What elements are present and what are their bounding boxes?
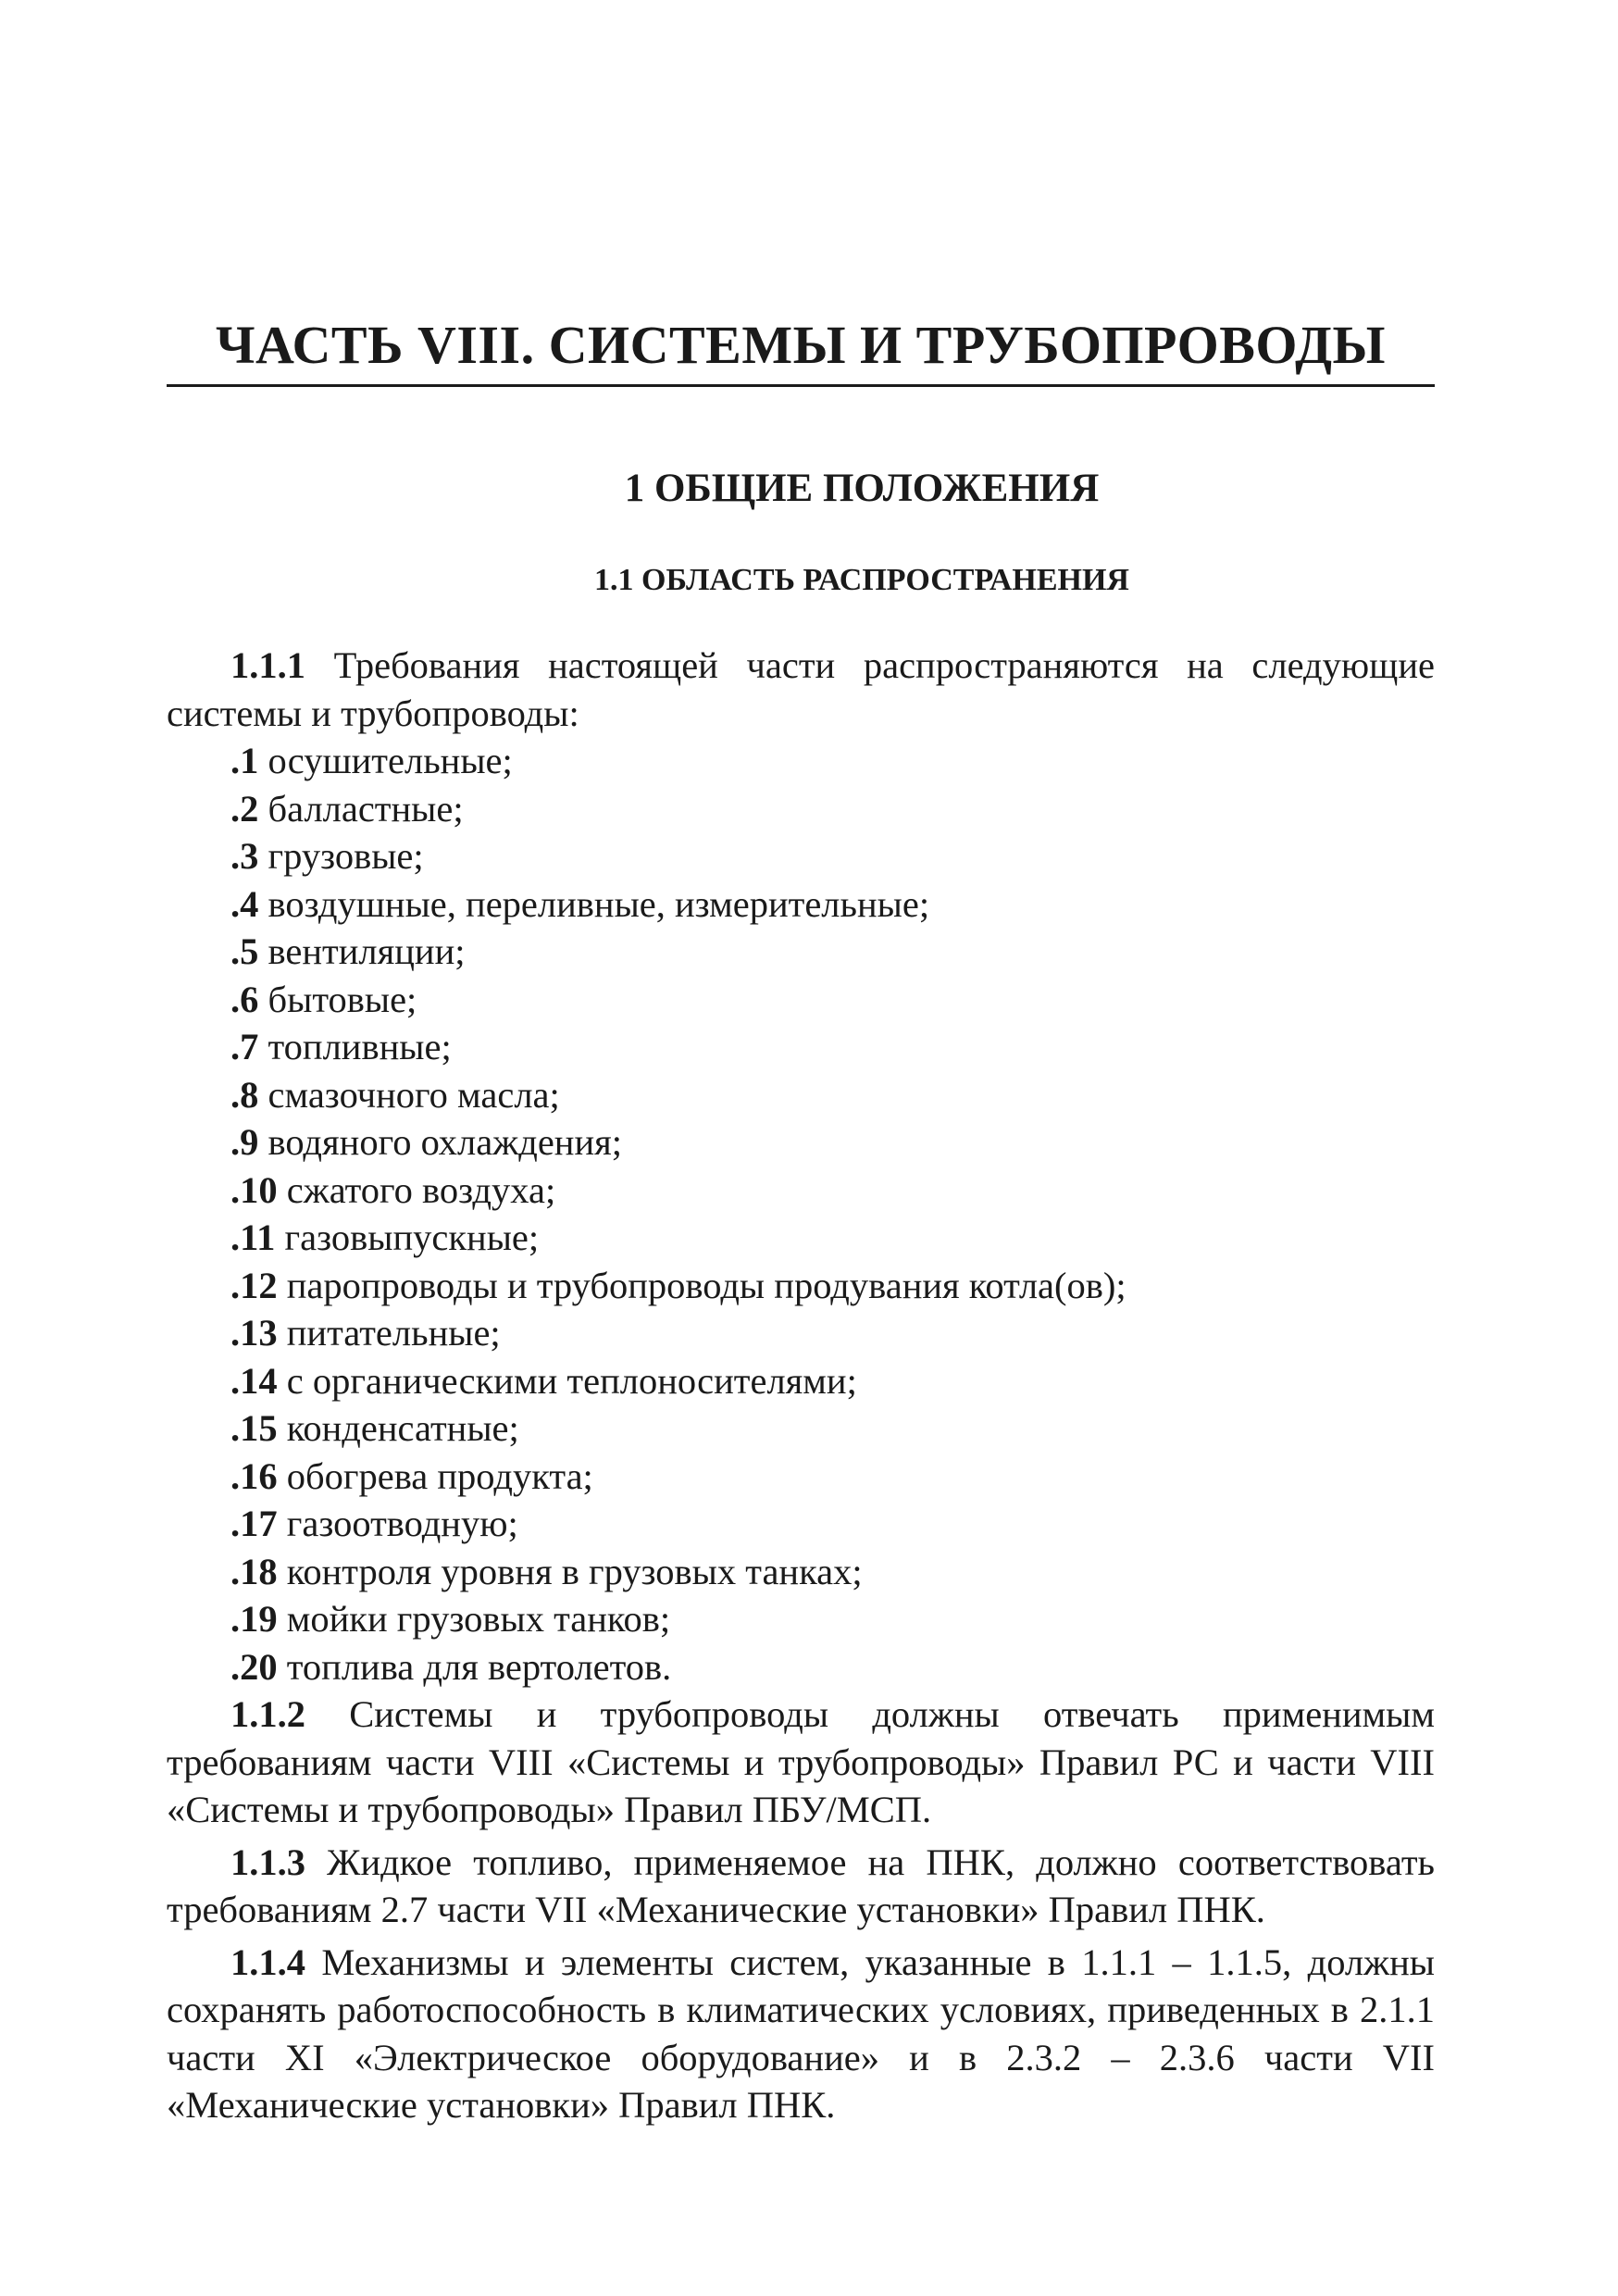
list-item-number: .1 xyxy=(230,740,259,782)
list-item-text: топлива для вертолетов. xyxy=(277,1645,672,1688)
list-item-text: смазочного масла; xyxy=(258,1073,560,1116)
list-item-number: .3 xyxy=(230,835,259,878)
list-item xyxy=(167,1404,1435,1453)
list-item-text: мойки грузовых танков; xyxy=(277,1598,671,1641)
paragraph-text: Жидкое топливо, применяемое на ПНК, должно соответствовать требованиям 2.7 части VII «Механические установки» Правил ПНК. xyxy=(167,1841,1435,1931)
list-item xyxy=(167,1071,1435,1119)
list-item-number: .14 xyxy=(230,1359,278,1402)
list-item-number: .6 xyxy=(230,978,259,1020)
list-item-text: водяного охлаждения; xyxy=(258,1121,623,1164)
list-item-number: .15 xyxy=(230,1407,278,1450)
list-item-number: .2 xyxy=(230,787,259,830)
list-item-number: .4 xyxy=(230,882,259,925)
paragraph-text: Механизмы и элементы систем, указанные в 1.1.1 – 1.1.5, должны сохранять работоспособность в климатических условиях, приведенных в 2.1.1 части XI «Электрическое оборудование» и в 2.3.2 – 2.3.6 части VII «Механические установки» Правил ПНК. xyxy=(167,1940,1435,2127)
list-item-text: сжатого воздуха; xyxy=(277,1168,556,1211)
list-item xyxy=(167,737,1435,785)
list-item-text: контроля уровня в грузовых танках; xyxy=(277,1550,863,1592)
systems-list xyxy=(167,737,1435,1691)
paragraph-text: Требования настоящей части распространяются на следующие системы и трубопроводы: xyxy=(167,644,1435,734)
list-item xyxy=(167,1023,1435,1071)
list-item-text: паропроводы и трубопроводы продувания котла(ов); xyxy=(277,1264,1126,1306)
paragraph-1-1-2 xyxy=(167,1691,1435,1834)
paragraph-1-1-1 xyxy=(167,642,1435,737)
list-item-number: .17 xyxy=(230,1503,278,1545)
list-item-number: .16 xyxy=(230,1454,278,1497)
list-item xyxy=(167,1453,1435,1501)
document-page xyxy=(167,315,1435,2129)
list-item-number: .8 xyxy=(230,1073,259,1116)
list-item-number: .12 xyxy=(230,1264,278,1306)
paragraph-number: 1.1.2 xyxy=(230,1693,305,1736)
list-item-text: обогрева продукта; xyxy=(277,1454,593,1497)
list-item-text: осушительные; xyxy=(258,740,513,782)
list-item xyxy=(167,1167,1435,1215)
section-title: 1 ОБЩИЕ ПОЛОЖЕНИЯ xyxy=(624,466,1100,510)
list-item xyxy=(167,928,1435,976)
list-item xyxy=(167,1214,1435,1262)
paragraph-number: 1.1.3 xyxy=(230,1841,305,1883)
list-item-text: топливные; xyxy=(258,1026,452,1068)
list-item xyxy=(167,1595,1435,1643)
paragraph-text: Системы и трубопроводы должны отвечать применимым требованиям части VIII «Системы и трубопроводы» Правил РС и части VIII «Системы и трубопроводы» Правил ПБУ/МСП. xyxy=(167,1693,1435,1831)
paragraph-1-1-3 xyxy=(167,1839,1435,1934)
list-item xyxy=(167,1643,1435,1691)
body-text xyxy=(167,642,1435,2129)
list-item-number: .11 xyxy=(230,1217,276,1259)
list-item-text: вентиляции; xyxy=(258,930,466,973)
list-item-text: с органическими теплоносителями; xyxy=(277,1359,857,1402)
list-item xyxy=(167,1118,1435,1167)
list-item-text: конденсатные; xyxy=(277,1407,519,1450)
list-item xyxy=(167,1309,1435,1357)
list-item xyxy=(167,832,1435,880)
list-item-text: газовыпускные; xyxy=(275,1217,540,1259)
list-item-text: грузовые; xyxy=(258,835,424,878)
list-item xyxy=(167,976,1435,1024)
list-item-number: .13 xyxy=(230,1312,278,1354)
list-item xyxy=(167,1357,1435,1405)
list-item-text: газоотводную; xyxy=(277,1503,518,1545)
paragraph-number: 1.1.4 xyxy=(230,1940,305,1983)
paragraph-number: 1.1.1 xyxy=(230,644,305,687)
list-item-number: .18 xyxy=(230,1550,278,1592)
list-item xyxy=(167,1500,1435,1548)
list-item-text: воздушные, переливные, измерительные; xyxy=(258,882,930,925)
list-item xyxy=(167,785,1435,833)
list-item-number: .9 xyxy=(230,1121,259,1164)
list-item xyxy=(167,1262,1435,1310)
paragraph-1-1-4 xyxy=(167,1939,1435,2129)
list-item-text: питательные; xyxy=(277,1312,501,1354)
list-item-number: .5 xyxy=(230,930,259,973)
list-item-text: балластные; xyxy=(258,787,464,830)
list-item-number: .7 xyxy=(230,1026,259,1068)
list-item-number: .10 xyxy=(230,1168,278,1211)
part-title: ЧАСТЬ VIII. СИСТЕМЫ И ТРУБОПРОВОДЫ xyxy=(167,315,1435,387)
list-item-number: .20 xyxy=(230,1645,278,1688)
list-item xyxy=(167,1548,1435,1596)
list-item-number: .19 xyxy=(230,1598,278,1641)
list-item xyxy=(167,880,1435,929)
list-item-text: бытовые; xyxy=(258,978,417,1020)
subsection-title: 1.1 ОБЛАСТЬ РАСПРОСТРАНЕНИЯ xyxy=(594,563,1129,598)
